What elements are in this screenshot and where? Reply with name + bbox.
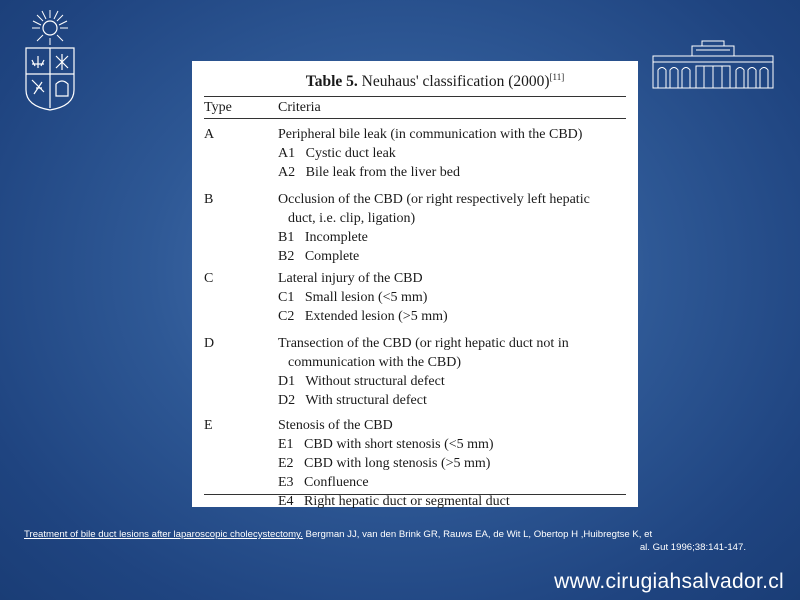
- criteria-line: A2 Bile leak from the liver bed: [278, 165, 460, 181]
- criteria-line: Peripheral bile leak (in communication with the CBD): [278, 127, 583, 143]
- table-header: [204, 97, 626, 118]
- criteria-line: Stenosis of the CBD: [278, 418, 393, 434]
- criteria-line: communication with the CBD): [288, 355, 462, 371]
- criteria-line: C1 Small lesion (<5 mm): [278, 290, 428, 306]
- criteria-line: Transection of the CBD (or right hepatic duct not in: [278, 336, 569, 352]
- table-header-rule: [204, 118, 626, 119]
- row-type: C: [204, 271, 214, 287]
- citation-authors: Bergman JJ, van den Brink GR, Rauws EA, de Wit L, Obertop H ,Huibregtse K, et: [302, 529, 653, 540]
- row-type: B: [204, 192, 214, 208]
- table-title: [244, 67, 626, 92]
- criteria-line: D2 With structural defect: [278, 393, 427, 409]
- criteria-line: D1 Without structural defect: [278, 374, 445, 390]
- table-title-reference: [11]: [549, 72, 565, 82]
- table-row: [204, 190, 626, 266]
- citation-link[interactable]: Treatment of bile duct lesions after laparoscopic cholecystectomy.: [24, 529, 303, 540]
- criteria-line: A1 Cystic duct leak: [278, 146, 396, 162]
- criteria-line: Occlusion of the CBD (or right respectively left hepatic: [278, 192, 590, 208]
- row-criteria: [278, 190, 626, 266]
- row-criteria: [278, 269, 626, 326]
- citation-journal: al. Gut 1996;38:141-147.: [639, 542, 746, 553]
- row-criteria: [278, 334, 626, 410]
- university-crest-icon: [22, 8, 78, 112]
- row-type: D: [204, 336, 215, 352]
- criteria-line: C2 Extended lesion (>5 mm): [278, 309, 448, 325]
- criteria-line: E1 CBD with short stenosis (<5 mm): [278, 437, 494, 453]
- criteria-line: E4 Right hepatic duct or segmental duct: [278, 494, 510, 510]
- header-criteria: Criteria: [278, 100, 321, 116]
- citation: [24, 528, 754, 554]
- row-criteria: [278, 125, 626, 182]
- row-type: A: [204, 127, 215, 143]
- hospital-building-icon: [652, 40, 774, 90]
- table-title-label: Table 5.: [305, 73, 358, 91]
- table-panel: [192, 61, 638, 510]
- criteria-line: duct, i.e. clip, ligation): [288, 211, 416, 227]
- table-title-text: Neuhaus' classification (2000): [361, 73, 550, 91]
- row-type: E: [204, 418, 213, 434]
- criteria-line: E2 CBD with long stenosis (>5 mm): [278, 456, 491, 472]
- table-row: [204, 416, 626, 511]
- criteria-line: E3 Confluence: [278, 475, 369, 491]
- criteria-line: B2 Complete: [278, 249, 360, 265]
- website-url: www.cirugiahsalvador.cl: [554, 570, 784, 593]
- table-row: [204, 334, 626, 410]
- table-body: [204, 125, 626, 511]
- row-criteria: [278, 416, 626, 511]
- criteria-line: B1 Incomplete: [278, 230, 368, 246]
- table-row: [204, 269, 626, 326]
- table-bottom-rule: [204, 494, 626, 495]
- table-row: [204, 125, 626, 182]
- header-type: Type: [204, 100, 232, 116]
- criteria-line: Lateral injury of the CBD: [278, 271, 423, 287]
